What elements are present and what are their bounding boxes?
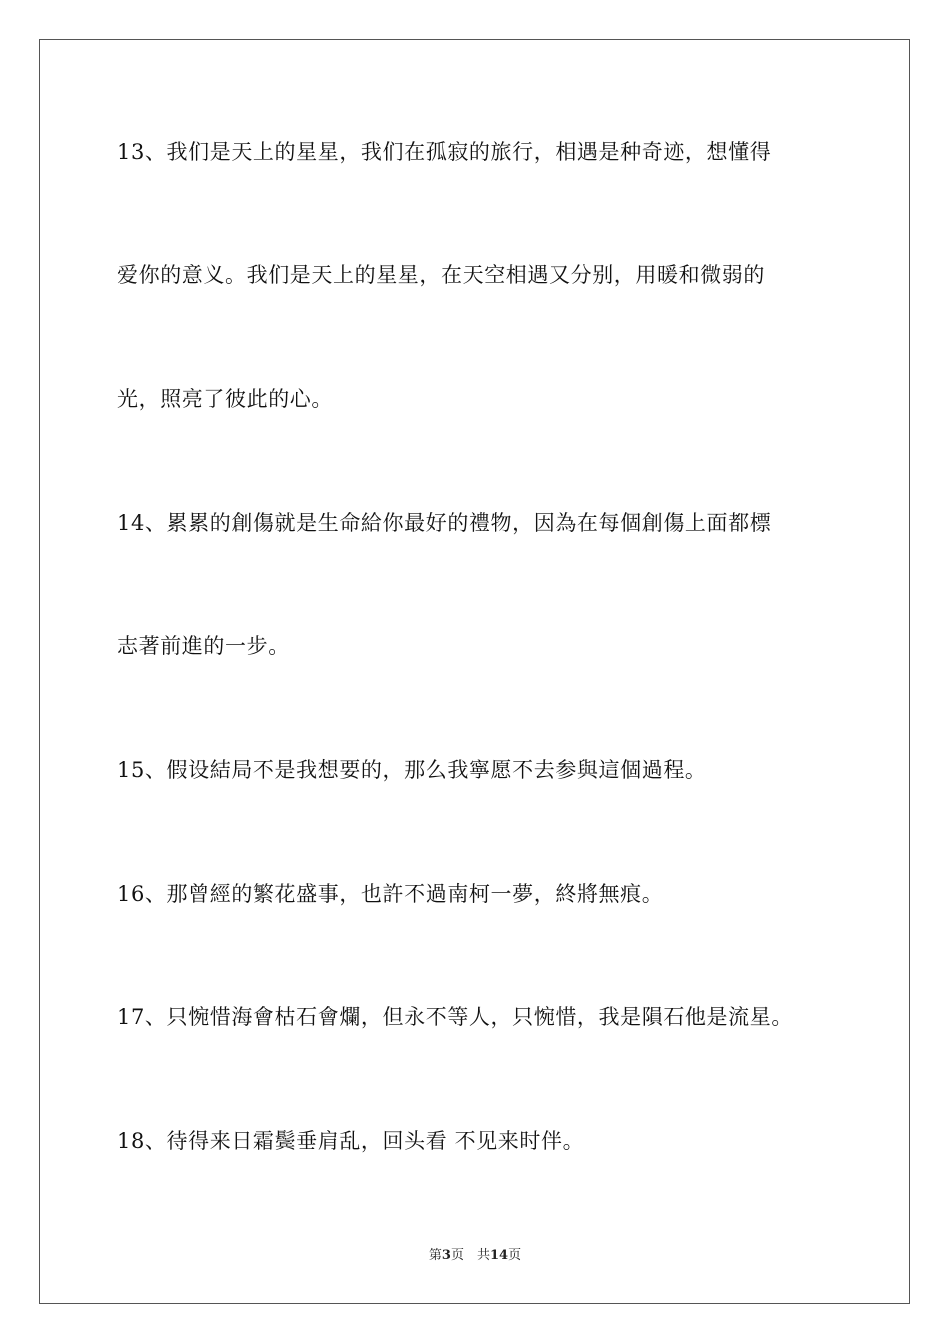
footer-mid: 页 共	[450, 1248, 490, 1263]
text-line: 爱你的意义。我们是天上的星星，在天空相遇又分别，用暖和微弱的	[117, 263, 765, 287]
footer-prefix: 第	[428, 1248, 442, 1263]
page-frame	[39, 39, 910, 1304]
total-page-count: 14	[489, 1248, 509, 1263]
current-page-number: 3	[441, 1248, 451, 1263]
text-line: 18、待得来日霜鬓垂肩乱，回头看 不见来时伴。	[117, 1129, 585, 1153]
text-line: 14、累累的創傷就是生命給你最好的禮物，因為在每個創傷上面都標	[117, 511, 772, 535]
text-line: 志著前進的一步。	[117, 634, 290, 658]
text-line: 光，照亮了彼此的心。	[117, 387, 333, 411]
footer-suffix: 页	[508, 1248, 522, 1263]
text-line: 15、假设結局不是我想要的，那么我寧愿不去参與這個過程。	[117, 758, 707, 782]
text-line: 17、只惋惜海會枯石會爛，但永不等人，只惋惜，我是隕石他是流星。	[117, 1005, 793, 1029]
text-line: 13、我们是天上的星星，我们在孤寂的旅行，相遇是种奇迹，想懂得	[117, 140, 772, 164]
page-footer	[0, 1248, 950, 1264]
text-line: 16、那曾經的繁花盛事，也許不過南柯一夢，終將無痕。	[117, 882, 664, 906]
